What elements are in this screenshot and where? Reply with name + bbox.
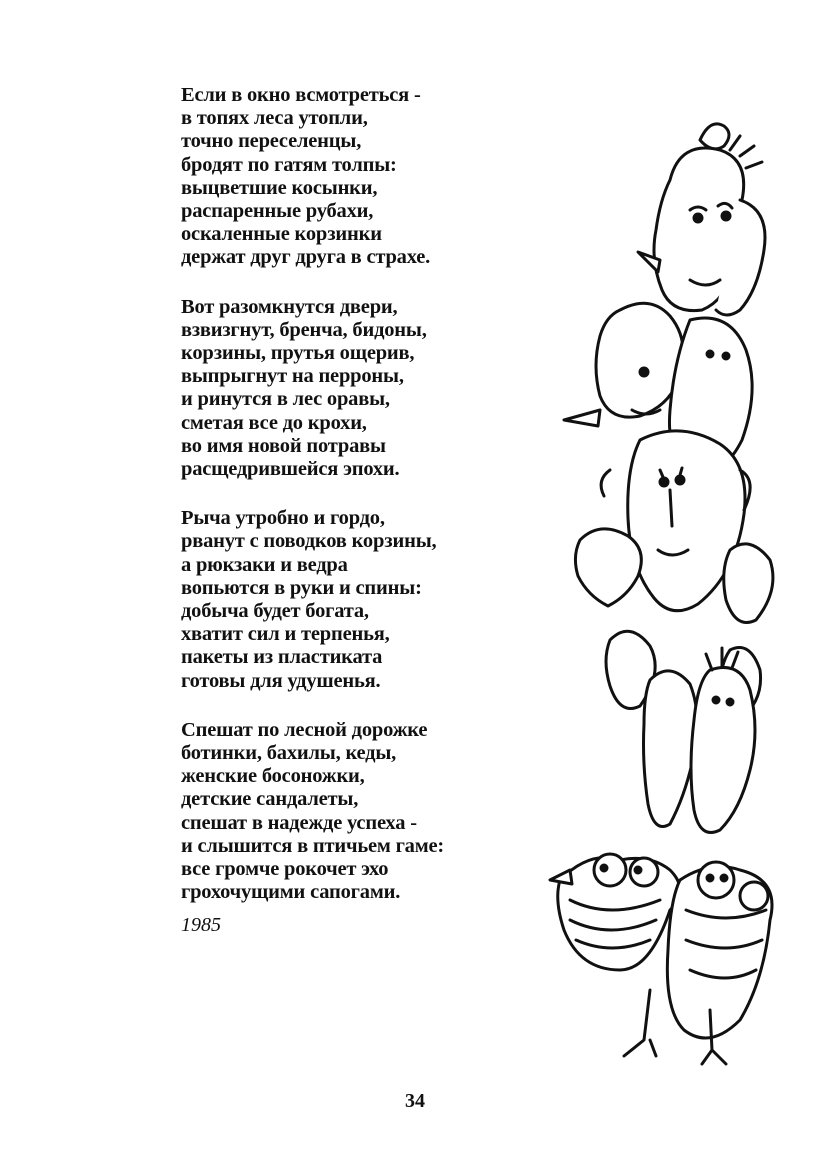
stanza-2 <box>181 296 511 482</box>
stanza-3 <box>181 507 511 693</box>
stanza-4 <box>181 719 511 905</box>
poem-line: держат друг друга в страхе. <box>181 246 431 269</box>
poem-line: Спешат по лесной дорожке <box>181 718 428 741</box>
poem-line: спешат в надежде успеха - <box>181 811 417 834</box>
poem-line: распаренные рубахи, <box>181 200 374 223</box>
poem-line: готовы для удушенья. <box>181 669 381 692</box>
poem-line: ботинки, бахилы, кеды, <box>181 742 397 765</box>
poem-line: рванут с поводков корзины, <box>181 530 437 553</box>
poem-line: точно переселенцы, <box>181 130 362 153</box>
poem-line: взвизгнут, бренча, бидоны, <box>181 318 427 341</box>
page-number: 34 <box>405 1090 425 1112</box>
poem-line: сметая все до крохи, <box>181 411 367 434</box>
poem-line: в топях леса утопли, <box>181 107 368 130</box>
poem-line: оскаленные корзинки <box>181 223 382 246</box>
poem-line: выцветшие косынки, <box>181 176 378 199</box>
poem-line: и ринутся в лес оравы, <box>181 388 390 411</box>
poem-line: бродят по гатям толпы: <box>181 153 397 176</box>
stanza-1 <box>181 84 511 270</box>
poem <box>181 84 511 931</box>
poem-line: вопьются в руки и спины: <box>181 576 422 599</box>
poem-line: детские сандалеты, <box>181 788 359 811</box>
poem-line: грохочущими сапогами. <box>181 881 401 904</box>
poem-line: женские босоножки, <box>181 765 365 788</box>
poem-line: хватит сил и терпенья, <box>181 623 390 646</box>
poem-line: Если в окно всмотреться - <box>181 84 421 106</box>
poem-line: добыча будет богата, <box>181 600 369 623</box>
poem-date: 1985 <box>181 914 221 936</box>
poem-line: выпрыгнут на перроны, <box>181 365 404 388</box>
poem-line: пакеты из пластиката <box>181 646 383 669</box>
poem-line: Вот разомкнутся двери, <box>181 295 398 318</box>
poem-line: а рюкзаки и ведра <box>181 553 348 576</box>
ink-drawing-figures-with-baskets-icon <box>540 110 790 1070</box>
poem-line: Рыча утробно и гордо, <box>181 507 385 530</box>
poem-line: корзины, прутья ощерив, <box>181 342 415 365</box>
poem-line: все громче рокочет эхо <box>181 858 389 881</box>
poem-line: и слышится в птичьем гаме: <box>181 834 445 857</box>
poem-line: расщедрившейся эпохи. <box>181 458 400 481</box>
poem-line: во имя новой потравы <box>181 434 386 457</box>
